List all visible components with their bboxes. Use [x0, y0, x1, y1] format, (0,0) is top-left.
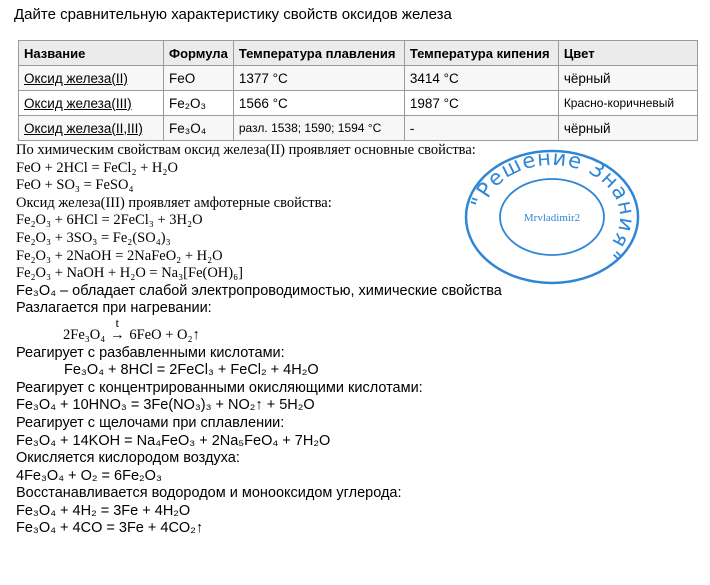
reaction-arrow-icon	[107, 314, 127, 345]
equation-left: 2Fe₃O₄	[63, 326, 106, 343]
text-line: Реагирует с концентрированными окисляющими кислотами:	[16, 379, 423, 396]
equation-line: FeO + SO₃ = FeSO₄	[16, 177, 134, 194]
cell-formula: Fe₃O₄	[164, 116, 234, 141]
cell-color: Красно-коричневый	[558, 91, 697, 116]
text-line: Восстанавливается водородом и монооксидом углерода:	[16, 485, 402, 502]
text-line: Реагирует с разбавленными кислотами:	[16, 344, 285, 361]
cell-name: Оксид железа(III)	[19, 91, 164, 116]
header-melting: Температура плавления	[233, 41, 404, 66]
cell-boiling: -	[404, 116, 558, 141]
cell-color: чёрный	[558, 116, 697, 141]
equation-line: Fe₂O₃ + 6HCl = 2FeCl₃ + 3H₂O	[16, 212, 203, 229]
cell-melting: 1566 °C	[233, 91, 404, 116]
cell-formula: Fe₂O₃	[164, 91, 234, 116]
equation-line: Fe₃O₄ + 4CO = 3Fe + 4CO₂↑	[16, 520, 204, 537]
header-boiling: Температура кипения	[404, 41, 558, 66]
equation-line: Fe₃O₄ + 4H₂ = 3Fe + 4H₂O	[16, 502, 191, 519]
equation-line: 4Fe₃O₄ + O₂ = 6Fe₂O₃	[16, 467, 162, 484]
stamp-center-text: Mrvladimir2	[523, 212, 581, 224]
text-line: Fe₃O₄ – обладает слабой электропроводимостью, химические свойства	[16, 282, 502, 299]
cell-melting: 1377 °C	[233, 66, 404, 91]
condition-label: t	[115, 314, 120, 330]
cell-name: Оксид железа(II)	[19, 66, 164, 91]
text-line: Разлагается при нагревании:	[16, 300, 212, 317]
text-line: Реагирует с щелочами при сплавлении:	[16, 414, 285, 431]
page-heading: Дайте сравнительную характеристику свойств оксидов железа	[14, 6, 452, 23]
equation-line: Fe₂O₃ + 2NaOH = 2NaFeO₂ + H₂O	[16, 247, 223, 264]
equation-line: Fe₃O₄ + 10HNO₃ = 3Fe(NO₃)₃ + NO₂↑ + 5H₂O	[16, 397, 315, 414]
chemistry-text	[16, 142, 706, 538]
stamp-ring-text: "Решение Знания"	[466, 148, 640, 264]
header-formula: Формула	[164, 41, 234, 66]
equation-line: FeO + 2HCl = FeCl₂ + H₂O	[16, 159, 178, 176]
header-color: Цвет	[558, 41, 697, 66]
equation-line: Fe₂O₃ + NaOH + H₂O = Na₃[Fe(OH)₆]	[16, 265, 243, 282]
equation-line: Fe₃O₄ + 8HCl = 2FeCl₃ + FeCl₂ + 4H₂O	[64, 362, 319, 379]
cell-melting: разл. 1538; 1590; 1594 °C	[233, 116, 404, 141]
cell-name: Оксид железа(II,III)	[19, 116, 164, 141]
equation-right: 6FeO + O₂↑	[129, 326, 200, 343]
equation-line: Fe₃O₄ + 14KOH = Na₄FeO₃ + 2Na₅FeO₄ + 7H₂O	[16, 432, 331, 449]
table-row	[19, 66, 698, 91]
table-header-row	[19, 41, 698, 66]
oxides-table	[18, 40, 698, 141]
cell-color: чёрный	[558, 66, 697, 91]
arrow-glyph: →	[110, 326, 125, 343]
cell-formula: FeO	[164, 66, 234, 91]
equation-line: Fe₂O₃ + 3SO₃ = Fe₂(SO₄)₃	[16, 229, 171, 246]
table-row	[19, 91, 698, 116]
text-line: Окисляется кислородом воздуха:	[16, 450, 240, 467]
cell-boiling: 1987 °C	[404, 91, 558, 116]
cell-boiling: 3414 °C	[404, 66, 558, 91]
header-name: Название	[19, 41, 164, 66]
table-row	[19, 116, 698, 141]
text-line: По химическим свойствам оксид железа(II) проявляет основные свойства:	[16, 142, 476, 158]
text-line: Оксид железа(III) проявляет амфотерные свойства:	[16, 194, 332, 211]
decomposition-equation	[16, 314, 706, 345]
